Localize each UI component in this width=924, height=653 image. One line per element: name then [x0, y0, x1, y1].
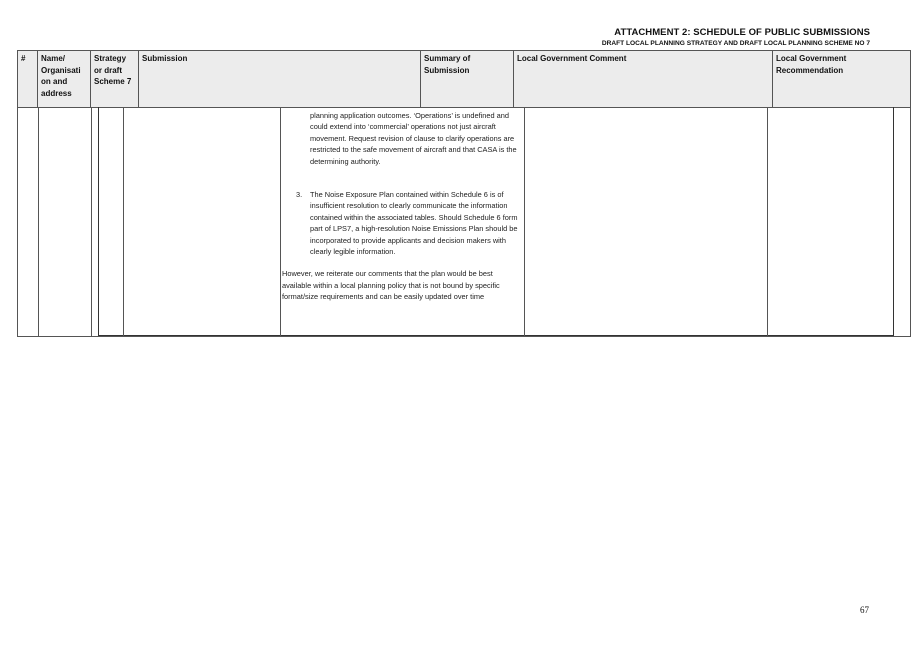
column-divider: [91, 107, 92, 336]
item-text: The Noise Exposure Plan contained within Schedule 6 is of insufficient resolution to clearly communicate the information contained within the associated tables. Should Schedule 6 form part of LPS7, a high-resolution Noise Emissions Plan should be incorporated to provide applicants and decision makers with clearly legible information.: [310, 190, 518, 257]
column-divider: [524, 107, 525, 336]
column-header-strategy: Strategy or draft Scheme 7: [91, 51, 139, 107]
document-title: ATTACHMENT 2: SCHEDULE OF PUBLIC SUBMISSIONS: [614, 27, 870, 38]
column-divider: [38, 107, 39, 336]
closing-paragraph: However, we reiterate our comments that the plan would be best available within a local planning policy that is not bound by specific format/size requirements and can be easily updated over time: [282, 269, 500, 302]
item-number: 3.: [296, 190, 303, 200]
column-header-submission: Submission: [139, 51, 421, 107]
column-header-name: Name/ Organisati on and address: [38, 51, 91, 107]
page-number: 67: [860, 605, 869, 615]
column-divider: [123, 107, 124, 336]
table-header-row: [17, 50, 911, 108]
numbered-item: [282, 189, 522, 257]
column-header-number: #: [18, 51, 38, 107]
submission-paragraph: planning application outcomes. ‘Operations’ is undefined and could extend into ‘commercial’ operations not just aircraft movement. Request revision of clause to clarify operations are restricted to the safe movement of aircraft and that CASA is the determining authority.: [310, 111, 517, 166]
submission-text-block: [282, 110, 522, 303]
document-subtitle: DRAFT LOCAL PLANNING STRATEGY AND DRAFT LOCAL PLANNING SCHEME NO 7: [601, 40, 870, 47]
column-divider: [767, 107, 768, 336]
column-header-comment: Local Government Comment: [514, 51, 773, 107]
column-divider: [280, 107, 281, 336]
column-header-summary: Summary of Submission: [421, 51, 514, 107]
column-header-recommendation: Local Government Recommendation: [776, 54, 847, 75]
